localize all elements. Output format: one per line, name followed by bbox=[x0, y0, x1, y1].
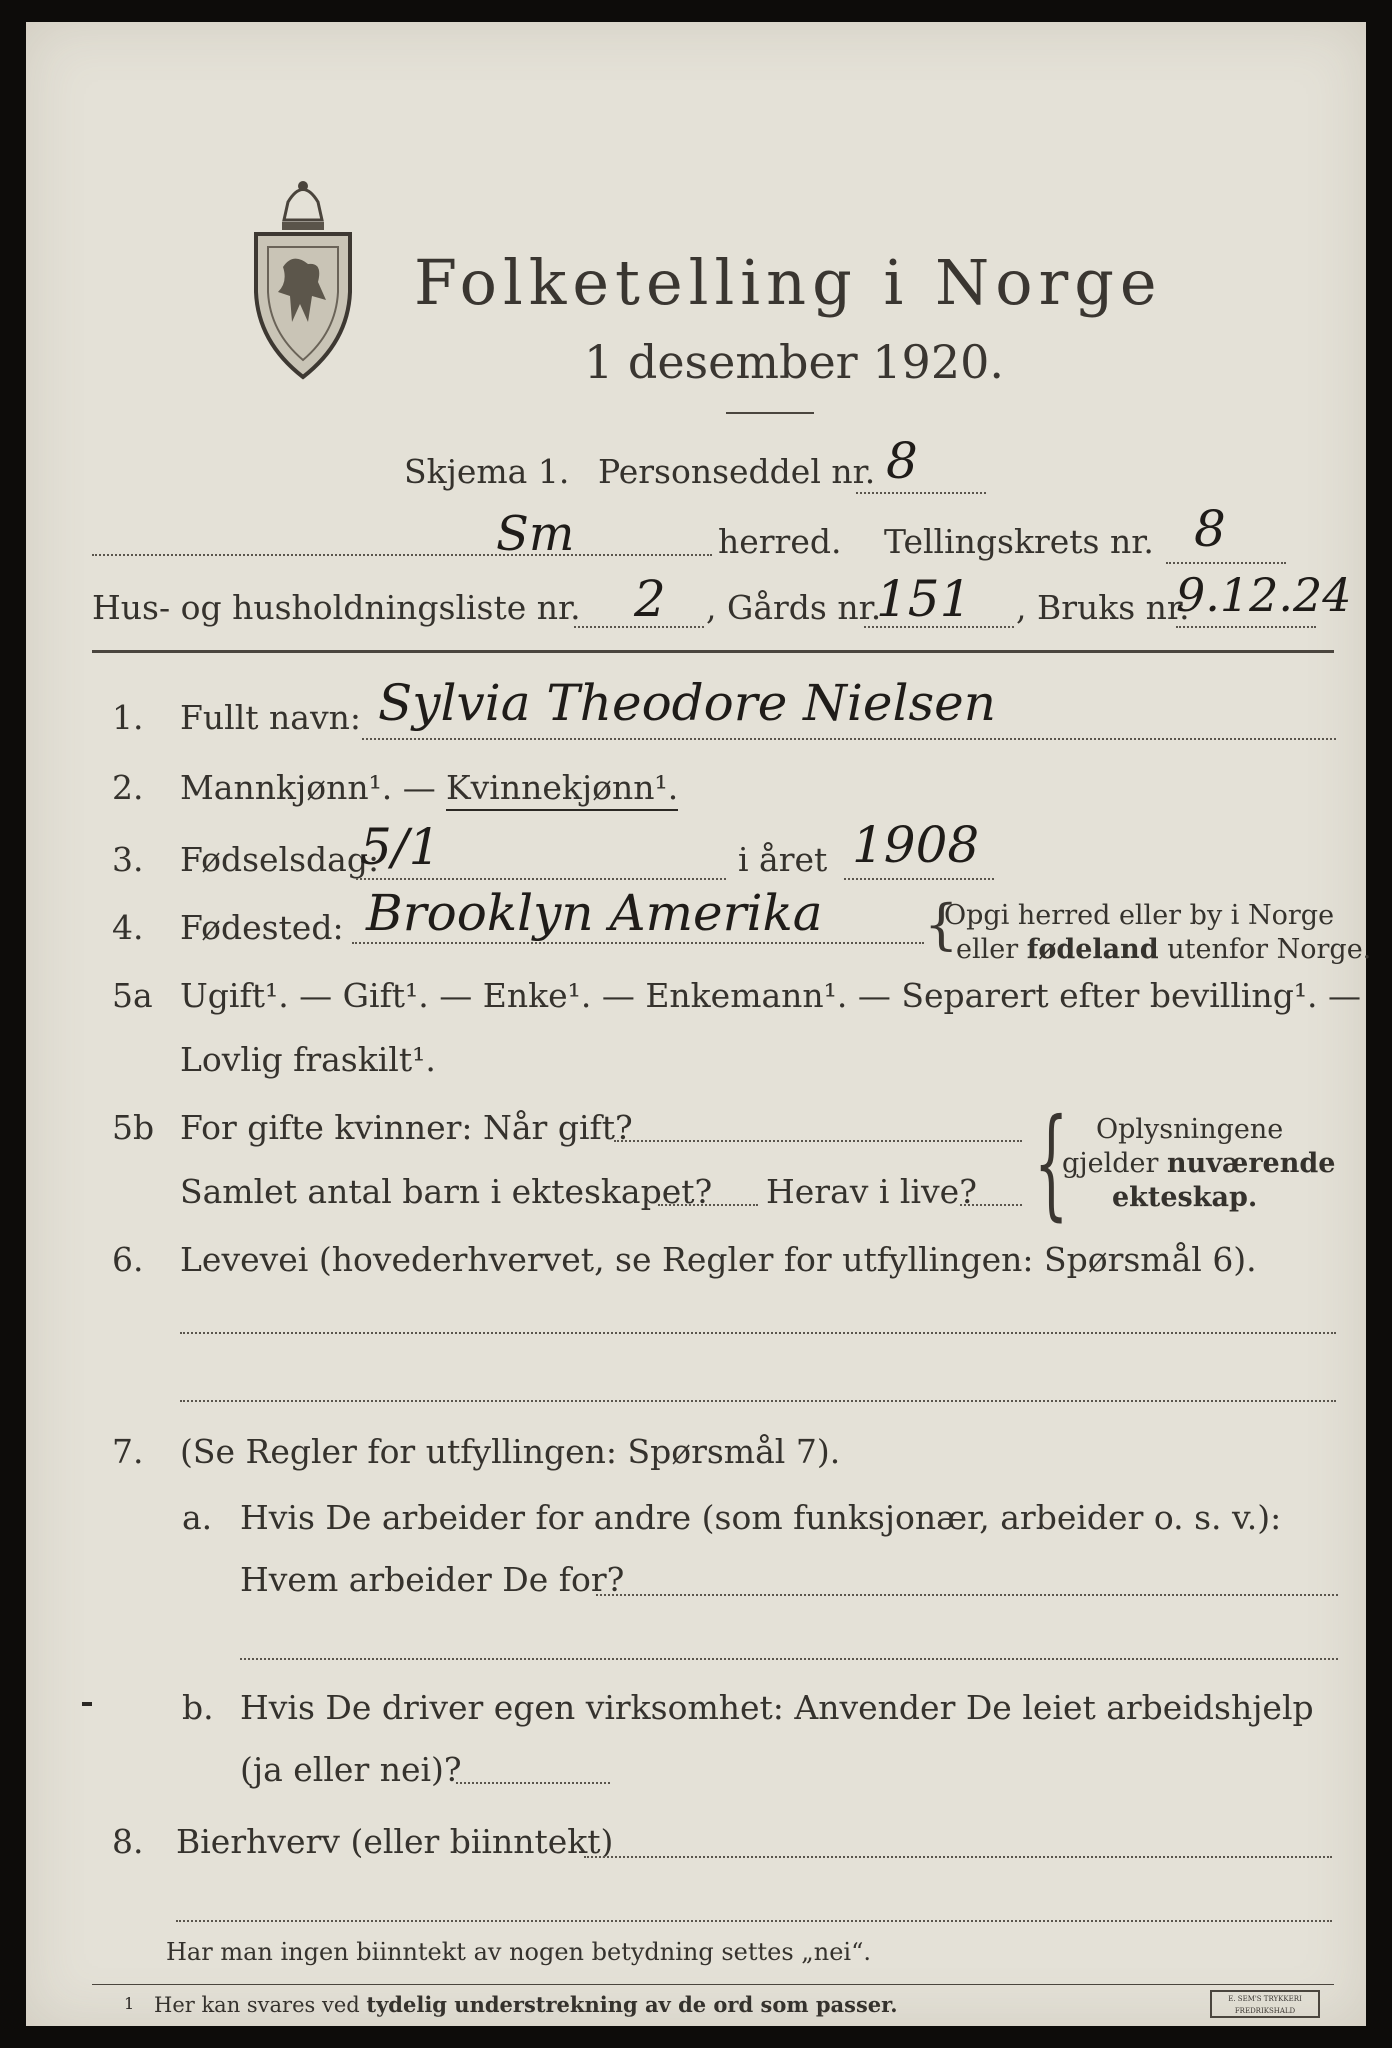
footnote-mark: 1 bbox=[124, 1994, 135, 2013]
children-count-line bbox=[658, 1204, 758, 1206]
f3-label: Fødselsdag: bbox=[180, 840, 380, 879]
f7b-hired-help-label: (ja eller nei)? bbox=[240, 1750, 462, 1789]
footnote-separator bbox=[92, 1984, 1334, 1985]
hired-help-line bbox=[456, 1782, 610, 1784]
bruks-line bbox=[1176, 626, 1316, 628]
f2-number: 2. bbox=[112, 768, 144, 807]
f6-number: 6. bbox=[112, 1240, 144, 1279]
when-married-line bbox=[614, 1140, 1022, 1142]
header-separator bbox=[92, 650, 1334, 653]
footnote-text-a: Her kan svares ved bbox=[154, 1993, 360, 2017]
side-income-line-2 bbox=[176, 1920, 1332, 1922]
tellingskrets-value: 8 bbox=[1194, 500, 1226, 558]
f5b-living: Herav i live? bbox=[766, 1172, 977, 1211]
f5b-when-married: For gifte kvinner: Når gift? bbox=[180, 1108, 633, 1147]
f8-number: 8. bbox=[112, 1822, 144, 1861]
title-divider bbox=[726, 412, 814, 414]
full-name-value: Sylvia Theodore Nielsen bbox=[378, 674, 996, 732]
herred-label: herred. bbox=[718, 522, 842, 561]
f5b-note-brace: { bbox=[1034, 1094, 1069, 1233]
f4-note-line2c: utenfor Norge. bbox=[1167, 934, 1372, 965]
f7a-line1: Hvis De arbeider for andre (som funksjonær, arbeider o. s. v.): bbox=[240, 1498, 1282, 1537]
f6-label: Levevei (hovederhvervet, se Regler for utfyllingen: Spørsmål 6). bbox=[180, 1240, 1257, 1279]
f7-label: (Se Regler for utfyllingen: Spørsmål 7). bbox=[180, 1432, 841, 1471]
f1-label: Fullt navn: bbox=[180, 698, 361, 737]
skjema-label: Skjema 1. bbox=[404, 452, 570, 491]
f7a-employer-label: Hvem arbeider De for? bbox=[240, 1560, 625, 1599]
tellingskrets-label: Tellingskrets nr. bbox=[884, 522, 1154, 561]
census-date: 1 desember 1920. bbox=[584, 335, 1004, 389]
printer-stamp: E. SEM'S TRYKKERI FREDRIKSHALD bbox=[1210, 1990, 1320, 2018]
f7b-letter: b. bbox=[182, 1688, 214, 1727]
f5b-note-line2a: gjelder bbox=[1062, 1148, 1159, 1179]
f4-note-brace: { bbox=[924, 893, 959, 956]
side-income-line-1 bbox=[584, 1856, 1332, 1858]
occupation-line-2 bbox=[180, 1400, 1336, 1402]
gards-value: 151 bbox=[876, 570, 972, 628]
f5b-children-count: Samlet antal barn i ekteskapet? bbox=[180, 1172, 713, 1211]
f4-label: Fødested: bbox=[180, 908, 344, 947]
personseddel-label: Personseddel nr. bbox=[598, 452, 876, 491]
f1-number: 1. bbox=[112, 698, 144, 737]
f5a-number: 5a bbox=[112, 976, 153, 1015]
f5b-note-line2b: nuværende bbox=[1167, 1148, 1336, 1179]
f7-number: 7. bbox=[112, 1432, 144, 1471]
hus-value: 2 bbox=[634, 570, 666, 628]
gards-label: , Gårds nr. bbox=[706, 588, 882, 627]
bruks-value: 9.12.24 bbox=[1176, 568, 1352, 622]
f4-number: 4. bbox=[112, 908, 144, 947]
birthplace-value: Brooklyn Amerika bbox=[366, 884, 823, 942]
f5b-note-line1: Oplysningene bbox=[1096, 1114, 1284, 1145]
herred-value: Sm bbox=[496, 506, 575, 562]
employer-line-1 bbox=[596, 1594, 1338, 1596]
living-children-line bbox=[960, 1204, 1022, 1206]
coat-of-arms-icon bbox=[248, 172, 358, 382]
gender-male-option: Mannkjønn¹. — bbox=[180, 768, 436, 807]
tellingskrets-line bbox=[1166, 562, 1286, 564]
employer-line-2 bbox=[240, 1658, 1338, 1660]
f4-note-line2a: eller bbox=[956, 934, 1019, 965]
birthdate-value: 5/1 bbox=[360, 818, 441, 876]
personseddel-line bbox=[856, 492, 986, 494]
birthplace-line bbox=[352, 942, 924, 944]
f3-number: 3. bbox=[112, 840, 144, 879]
full-name-line bbox=[362, 738, 1336, 740]
birthdate-line bbox=[356, 878, 726, 880]
f4-note-line1: Opgi herred eller by i Norge bbox=[944, 900, 1335, 931]
personseddel-value: 8 bbox=[886, 432, 918, 490]
f3-year-label: i året bbox=[738, 840, 828, 879]
herred-line bbox=[92, 554, 712, 556]
f5b-note-line3: ekteskap. bbox=[1112, 1182, 1258, 1213]
footnote-text-b: tydelig understrekning av de ord som passer. bbox=[366, 1992, 898, 2017]
hus-label: Hus- og husholdningsliste nr. bbox=[92, 588, 581, 627]
gards-line bbox=[864, 626, 1014, 628]
form-title: Folketelling i Norge bbox=[414, 246, 1163, 319]
bruks-label: , Bruks nr. bbox=[1016, 588, 1190, 627]
hus-line bbox=[574, 626, 704, 628]
f4-note-line2b: fødeland bbox=[1026, 934, 1159, 965]
f8-label: Bierhverv (eller biinntekt) bbox=[176, 1822, 614, 1861]
f8-note: Har man ingen biinntekt av nogen betydning settes „nei“. bbox=[166, 1938, 871, 1966]
birth-year-line bbox=[844, 878, 994, 880]
f5b-number: 5b bbox=[112, 1108, 155, 1147]
gender-female-option-underlined: Kvinnekjønn¹. bbox=[446, 768, 678, 811]
census-form-sheet bbox=[26, 22, 1372, 2026]
occupation-line-1 bbox=[180, 1332, 1336, 1334]
f7a-letter: a. bbox=[182, 1498, 213, 1537]
marital-status-options: Ugift¹. — Gift¹. — Enke¹. — Enkemann¹. — Separert efter bevilling¹. — bbox=[180, 976, 1362, 1015]
f7b-line1: Hvis De driver egen virksomhet: Anvender De leiet arbeidshjelp bbox=[240, 1688, 1314, 1727]
birth-year-value: 1908 bbox=[852, 816, 980, 874]
margin-mark bbox=[82, 1702, 92, 1706]
marital-status-divorced: Lovlig fraskilt¹. bbox=[180, 1040, 436, 1079]
